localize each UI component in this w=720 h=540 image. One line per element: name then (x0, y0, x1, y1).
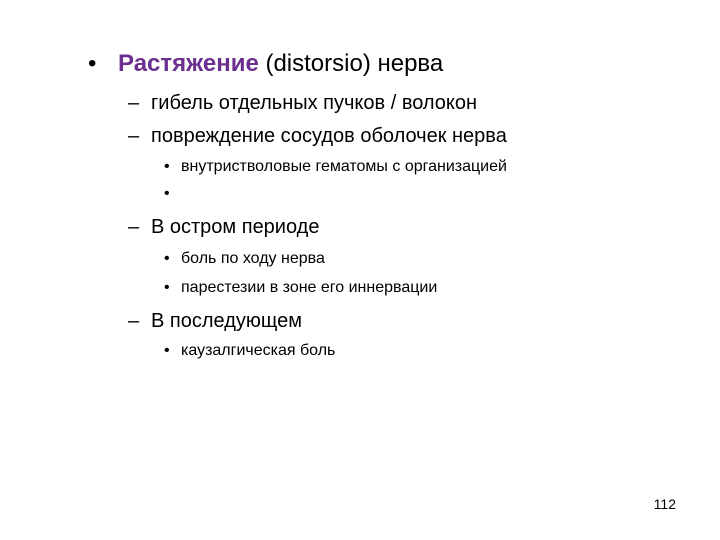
sub-list-item-text: каузалгическая боль (181, 342, 336, 359)
page-number: 112 (653, 496, 676, 512)
dash-marker: – (128, 92, 140, 114)
list-item-text: гибель отдельных пучков / волокон (151, 92, 478, 114)
heading-rest: (distorsio) нерва (258, 50, 444, 77)
bullet-marker: • (164, 250, 170, 267)
bullet-marker: • (164, 342, 170, 359)
bullet-marker: • (164, 185, 170, 202)
bullet-marker: • (88, 50, 97, 77)
list-item-text: повреждение сосудов оболочек нерва (151, 125, 507, 147)
sub-list-item-text: парестезии в зоне его иннервации (181, 279, 438, 296)
dash-marker: – (128, 125, 140, 147)
bullet-marker: • (164, 158, 170, 175)
list-item-text: В остром периоде (151, 216, 320, 238)
bullet-marker: • (164, 279, 170, 296)
dash-marker: – (128, 216, 140, 238)
heading-text (118, 52, 443, 76)
sub-list-item-text: боль по ходу нерва (181, 250, 325, 267)
sub-list-item-text: внутристволовые гематомы с организацией (181, 158, 507, 175)
dash-marker: – (128, 310, 140, 332)
list-item-text: В последующем (151, 310, 302, 332)
heading-highlight: Растяжение (118, 50, 259, 77)
